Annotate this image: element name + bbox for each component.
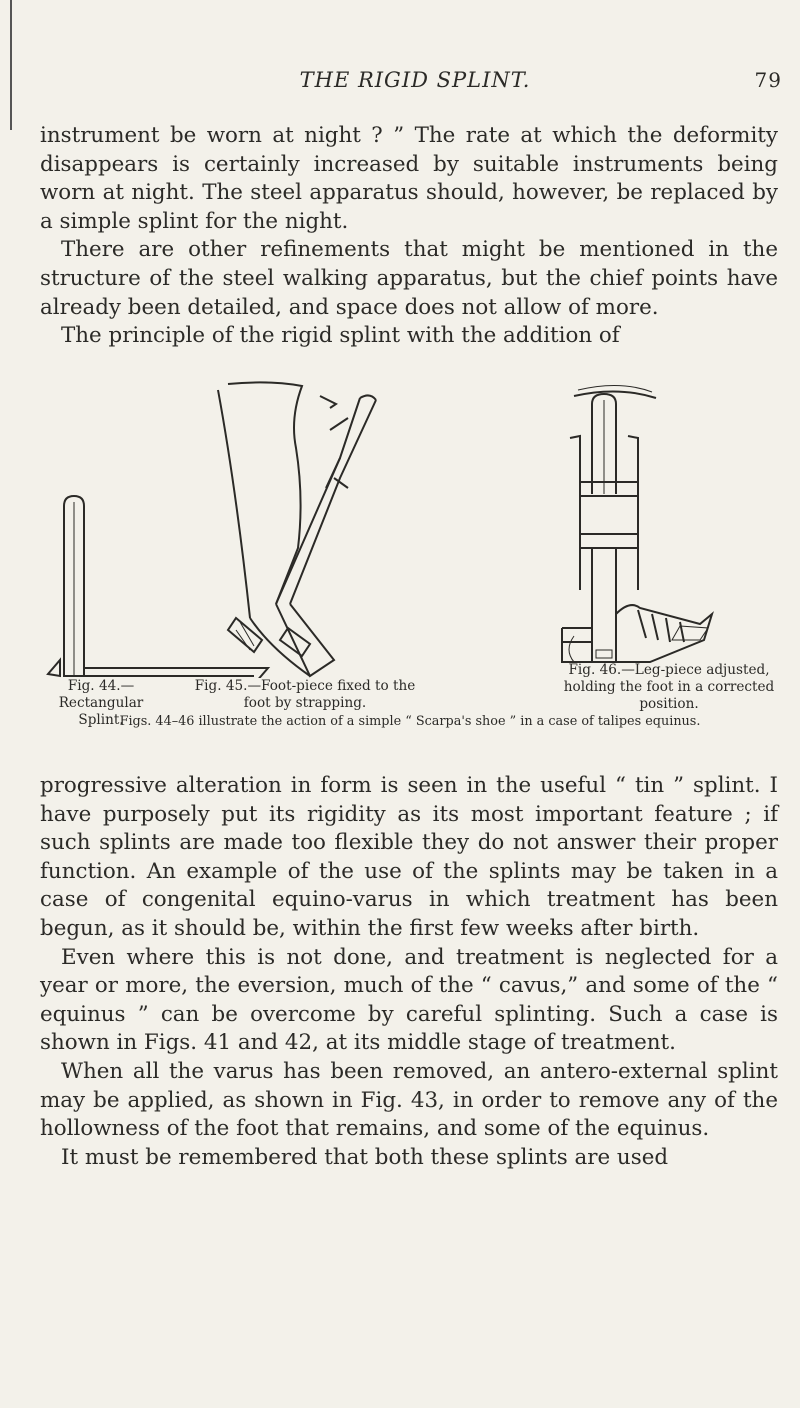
paragraph: There are other refinements that might be mentioned in the structure of the steel walking apparatus, but the chief points have already been detailed, and space does not allow of more. [40, 237, 778, 320]
fig45-foot-piece-drawing [218, 382, 376, 676]
fig44-caption: Fig. 44.—Rectangular Splint. [58, 678, 144, 728]
fig45-caption: Fig. 45.—Foot-piece fixed to the foot by strapping. [194, 678, 416, 711]
fig44-rectangular-splint-drawing [48, 496, 268, 678]
figure-group [40, 378, 780, 728]
fig46-leg-piece-drawing [562, 385, 712, 662]
fig46-caption: Fig. 46.—Leg-piece adjusted, holding the foot in a corrected position. [563, 662, 775, 712]
figures-general-caption: Figs. 44–46 illustrate the action of a simple “ Scarpa's shoe ” in a case of talipes equinus. [119, 714, 701, 729]
running-title: THE RIGID SPLINT. [299, 68, 531, 92]
page-number: 79 [754, 68, 782, 92]
paragraph: progressive alteration in form is seen in the useful “ tin ” splint. I have purposely put its rigidity as its most important feature ; if such splints are made too flexible they do not answer their proper function. An example of the use of the splints may be taken in a case of congenital equino-varus in which treatment has been begun, as it should be, within the first few weeks after birth. [40, 773, 778, 941]
paragraph: When all the varus has been removed, an antero-external splint may be applied, as shown in Fig. 43, in order to remove any of the hollowness of the foot that remains, and some of the equinus. [40, 1058, 778, 1142]
paragraph: It must be remembered that both these splints are used [61, 1144, 669, 1170]
binding-edge [0, 0, 12, 130]
figure-illustrations [40, 378, 780, 678]
paragraph: The principle of the rigid splint with the addition of [61, 323, 620, 349]
paragraph: instrument be worn at night ? ” The rate at which the deformity disappears is certainly increased by suitable instruments being worn at night. The steel apparatus should, however, be replaced by a simple splint for the night. [40, 123, 778, 234]
body-text-top [40, 122, 778, 351]
body-text-bottom [40, 772, 778, 1172]
running-head [40, 68, 790, 98]
paragraph: Even where this is not done, and treatment is neglected for a year or more, the eversion, much of the “ cavus,” and some of the “ equinus ” can be overcome by careful splinting. Such a case is shown in Figs. 41 and 42, at its middle stage of treatment. [40, 944, 778, 1056]
